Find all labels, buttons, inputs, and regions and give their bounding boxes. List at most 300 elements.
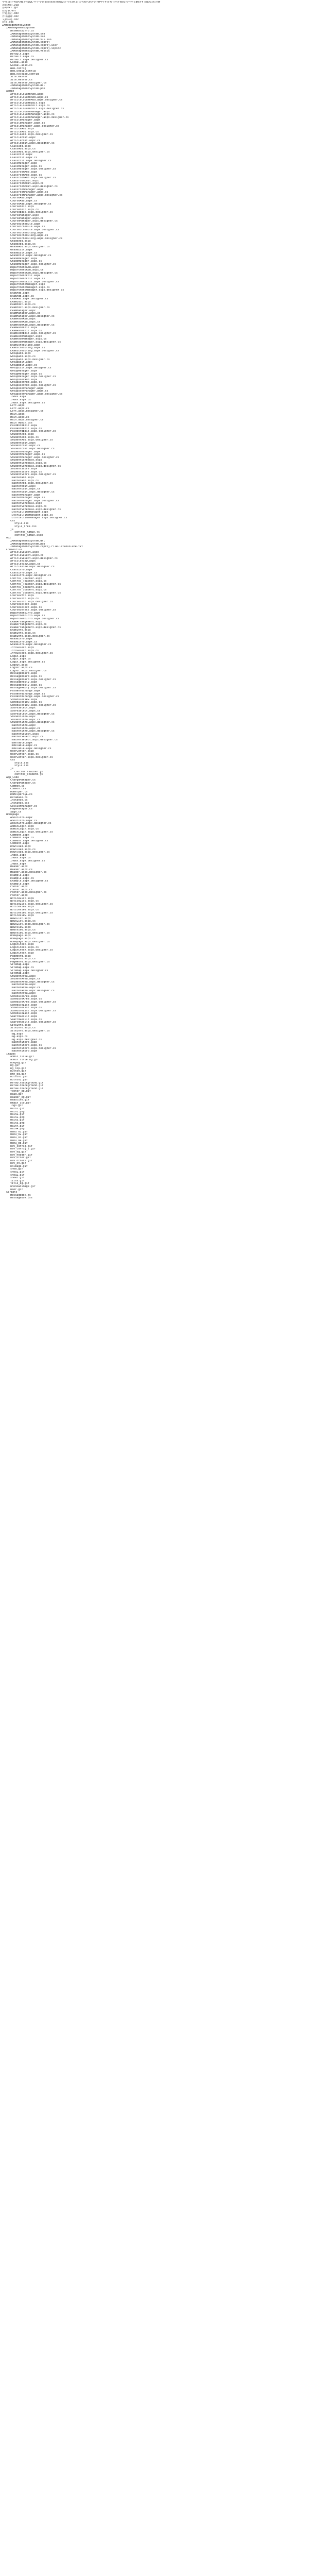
- listing-line: GroupAdd.aspx: [10, 352, 31, 355]
- listing-line: show1.gif: [10, 1171, 25, 1174]
- listing-line: ScheduleArea.aspx.designer.cs: [10, 1001, 56, 1004]
- listing-line: Instance.cs: [10, 799, 28, 802]
- listing-line: MessageBox.js: [10, 1194, 31, 1197]
- listing-line: ArticleView.aspx.cs: [10, 563, 41, 566]
- listing-line: PassWordChange.aspx: [10, 689, 41, 692]
- listing-line: DepartmentEdit.aspx.cs: [10, 278, 45, 280]
- listing-line: ZXManagementSystem.pdb: [10, 543, 45, 546]
- listing-line: 文献综述.doc: [2, 18, 19, 21]
- listing-line: main3.gif: [10, 1119, 25, 1122]
- listing-line: DepartmentInfo.aspx.cs: [10, 615, 45, 618]
- listing-line: TeacherManager.aspx: [10, 494, 41, 497]
- listing-line: control_Admin.js: [14, 531, 40, 534]
- listing-line: GroupEdit.aspx: [10, 361, 32, 364]
- listing-line: 答辩PPT.ppt: [2, 7, 19, 10]
- listing-line: ArticleAdd.aspx.designer.cs: [10, 133, 53, 137]
- listing-line: Login.aspx.designer.cs: [10, 660, 45, 664]
- listing-line: TeacherArea.aspx.cs: [10, 987, 41, 990]
- listing-line: 外文翻译.doc: [2, 15, 19, 18]
- listing-line: StudentAdd.aspx.designer.cs: [10, 439, 53, 442]
- listing-line: TutorialTimeManager.aspx: [10, 511, 48, 514]
- listing-line: Example.aspx: [10, 874, 29, 877]
- listing-line: ClassroomAdd.aspx.cs: [10, 174, 42, 177]
- listing-line: header_bg.gif: [10, 1096, 31, 1099]
- listing-line: Left.aspx.cs: [10, 407, 29, 410]
- listing-line: ClassInfo.aspx: [10, 568, 32, 571]
- listing-line: Comment.aspx: [10, 834, 29, 837]
- listing-line: ExamAdd.aspx: [10, 292, 29, 295]
- listing-line: LoginCheck.aspx.cs: [10, 946, 39, 949]
- listing-line: GroupManager.aspx.designer.cs: [10, 376, 56, 379]
- listing-line: css: [10, 759, 15, 762]
- listing-line: ArticleSelect.aspx.designer.cs: [10, 557, 58, 560]
- listing-line: button1.gif: [10, 1076, 28, 1079]
- listing-line: TimeTable.aspx: [10, 741, 32, 744]
- listing-line: ArticleManager.aspx.cs: [10, 122, 45, 125]
- listing-line: main2.png: [10, 1116, 25, 1119]
- listing-line: NewsView.aspx.cs: [10, 929, 36, 932]
- listing-line: GradeEdit.aspx.cs: [10, 251, 38, 255]
- listing-line: TeacherInfo.aspx.designer.cs: [10, 730, 55, 733]
- listing-line: Global.asax: [10, 61, 28, 64]
- listing-line: ClassEdit.aspx.cs: [10, 157, 38, 160]
- listing-line: ScheduleView.aspx: [10, 698, 38, 701]
- listing-line: GroupAdd.aspx.cs: [10, 355, 36, 359]
- listing-line: Left.aspx: [10, 404, 25, 408]
- listing-line: control_student.js: [14, 773, 43, 776]
- listing-line: ScheduleView.aspx.designer.cs: [10, 704, 56, 707]
- listing-line: Defaultbackground.gif: [10, 1081, 44, 1084]
- listing-line: ExamRoomAdd.aspx.cs: [10, 320, 41, 324]
- listing-line: Login.aspx.cs: [10, 658, 31, 661]
- listing-line: NoticeView.aspx: [10, 914, 35, 918]
- listing-line: Logout.aspx.cs: [10, 667, 32, 670]
- listing-line: Main.aspx: [10, 413, 25, 416]
- listing-line: TeacherSelect.aspx.cs: [10, 736, 44, 739]
- listing-line: ExamEdit.aspx: [10, 300, 31, 303]
- listing-line: GroupUserManager.aspx.cs: [10, 390, 48, 393]
- listing-line: ClassroomEdit.aspx.cs: [10, 182, 44, 185]
- listing-line: SessionManager.cs: [10, 805, 38, 808]
- listing-line: control_teacher.js: [14, 770, 43, 773]
- listing-line: unknownimage.gif: [10, 1185, 36, 1189]
- listing-line: CourseScheduling.aspx.cs: [10, 234, 48, 238]
- listing-line: images: [6, 1053, 16, 1056]
- listing-line: TeacherInfo.aspx: [10, 724, 36, 727]
- listing-line: 论文.doc: [2, 21, 14, 24]
- listing-line: ExamRoomAdd.aspx: [10, 318, 36, 321]
- listing-line: CourseSelect.aspx.cs: [10, 606, 42, 609]
- listing-line: ZXManagementSystem.pdb: [10, 87, 45, 90]
- listing-line: show.gif: [10, 1168, 23, 1171]
- listing-line: ZXManagementSystem: [2, 24, 31, 27]
- listing-line: ExamRoomEdit.aspx: [10, 327, 38, 330]
- listing-line: headline.gif: [10, 1099, 29, 1102]
- listing-line: ExamManager.aspx.designer.cs: [10, 315, 55, 318]
- listing-line: Homepage: [6, 814, 19, 817]
- listing-line: StudentSchedule.aspx.designer.cs: [10, 465, 61, 468]
- listing-line: CourseEdit.aspx: [10, 206, 35, 209]
- listing-line: AdminLogin.aspx.cs: [10, 828, 39, 831]
- listing-line: ClassroomManager.aspx: [10, 188, 44, 191]
- listing-line: NoticeList.aspx.designer.cs: [10, 903, 53, 906]
- document-title: 毕业设计-ASP.NET+SQL-中小学智能排课系统的设计与实现(论文+源代码+答辩PPT+任务书+开题报告+外文翻译+文献综述).rar: [2, 1, 161, 4]
- listing-line: ZXManagementSystem.vssscc: [10, 50, 50, 53]
- listing-line: TimeTable.aspx.cs: [10, 744, 38, 748]
- listing-line: Default.aspx: [10, 53, 29, 56]
- listing-line: NoticeView.aspx.designer.cs: [10, 911, 53, 914]
- listing-line: StudentAdd.aspx.cs: [10, 436, 39, 439]
- listing-line: CourseSelect.aspx: [10, 603, 38, 606]
- listing-line: NewsList.aspx: [10, 917, 31, 920]
- listing-line: MessageBoard.aspx: [10, 672, 38, 675]
- listing-line: style.css: [14, 761, 29, 765]
- listing-line: main2.gif: [10, 1113, 25, 1116]
- listing-line: Control_Student.aspx.designer.cs: [10, 591, 61, 595]
- listing-line: GradeAdd.aspx.designer.cs: [10, 246, 50, 249]
- document-body: [2, 1, 307, 1200]
- listing-line: TeacherSchedule.aspx.designer.cs: [10, 508, 61, 511]
- listing-line: Defaultbackground.gif: [10, 1084, 44, 1088]
- listing-line: GroupEdit.aspx.cs: [10, 364, 38, 367]
- listing-line: StudentScore.aspx.designer.cs: [10, 473, 56, 477]
- listing-line: GroupUserAdd.aspx.designer.cs: [10, 384, 56, 387]
- listing-line: control_Admin.aspx: [14, 534, 43, 537]
- listing-line: CourseAdd.aspx: [10, 197, 32, 200]
- listing-line: CourseAdd.aspx.designer.cs: [10, 202, 52, 206]
- listing-line: style.css: [14, 765, 29, 768]
- listing-line: CourseEdit.aspx.cs: [10, 208, 39, 211]
- listing-line: AdminLogin.aspx: [10, 825, 35, 828]
- listing-line: TeacherIntro.aspx.designer.cs: [10, 1047, 56, 1050]
- listing-line: InfoSelect.aspx.cs: [10, 649, 39, 652]
- listing-line: SiteInfo.aspx: [10, 1024, 31, 1027]
- listing-line: ArticleColumnManager.aspx.designer.cs: [10, 116, 69, 119]
- listing-line: ClassManager.aspx.cs: [10, 165, 42, 168]
- listing-line: main1.gif: [10, 1108, 25, 1110]
- listing-line: Global.asax.cs: [10, 64, 32, 67]
- listing-line: js: [10, 767, 14, 770]
- listing-line: nav_header.gif: [10, 1154, 32, 1157]
- listing-line: bodybg.gif: [10, 1061, 26, 1064]
- listing-line: TeacherEdit.aspx: [10, 485, 36, 488]
- listing-line: css: [10, 519, 15, 522]
- listing-line: ExamArrangement.aspx.cs: [10, 623, 47, 626]
- listing-line: ArticleColumnAdd.aspx.designer.cs: [10, 99, 63, 102]
- listing-line: CourseInfo.aspx.cs: [10, 597, 39, 600]
- listing-line: TeacherEdit.aspx.cs: [10, 488, 41, 491]
- listing-line: ZXManagementSystem.sln: [10, 32, 45, 36]
- listing-line: ZXManagementSystem.v11.suo: [10, 38, 52, 41]
- listing-line: nav_config_2.gif: [10, 1148, 36, 1151]
- listing-line: TeacherAdd.aspx: [10, 476, 35, 479]
- listing-line: ClassInfo.aspx.designer.cs: [10, 574, 52, 578]
- listing-line: ArticleColumnEdit.aspx: [10, 101, 45, 105]
- listing-line: ScoreSelect.aspx.cs: [10, 710, 41, 713]
- listing-line: StudentAdd.aspx: [10, 433, 35, 436]
- listing-line: Comment.aspx.designer.cs: [10, 839, 48, 842]
- listing-line: ExamArrangement.aspx: [10, 620, 42, 623]
- listing-line: Homepage.aspx.designer.cs: [10, 940, 50, 943]
- listing-line: DepartmentAdd.aspx: [10, 266, 39, 269]
- listing-line: DbHelper.cs: [10, 790, 28, 793]
- listing-line: ExamAdd.aspx.cs: [10, 295, 35, 298]
- listing-line: ArticleManager.aspx.designer.cs: [10, 125, 60, 128]
- listing-line: Control_Teacher.aspx.cs: [10, 580, 47, 583]
- listing-line: CourseSchedule.aspx.cs: [10, 226, 45, 229]
- listing-line: Instance.css: [10, 802, 29, 805]
- listing-line: SearchResult.aspx.cs: [10, 1018, 42, 1021]
- listing-line: GradeAdd.aspx.cs: [10, 243, 36, 246]
- listing-line: ZXManagementSystem.dll: [10, 84, 45, 88]
- listing-line: GroupManager.aspx.cs: [10, 372, 42, 376]
- listing-line: CourseManager.aspx.cs: [10, 217, 44, 220]
- listing-line: ArticleColumnEdit.aspx.designer.cs: [10, 107, 64, 110]
- listing-line: ZXManagementSystem.csproj: [10, 41, 50, 44]
- listing-line: StudentInfo.aspx: [10, 716, 36, 719]
- listing-line: ScheduleArea.aspx.cs: [10, 998, 42, 1001]
- listing-line: GroupAdd.aspx.designer.cs: [10, 358, 50, 361]
- listing-line: ClassManager.aspx.designer.cs: [10, 168, 56, 171]
- listing-line: MessageReply.aspx.cs: [10, 684, 42, 687]
- listing-line: SiteInfo.aspx.cs: [10, 1027, 36, 1030]
- listing-line: PageWord.aspx.cs: [10, 958, 36, 961]
- listing-line: ScheduleList.aspx.cs: [10, 1007, 42, 1010]
- listing-line: CourseInfo.aspx.designer.cs: [10, 600, 53, 603]
- listing-line: Footer.aspx.cs: [10, 888, 32, 891]
- listing-line: nav_bg.gif: [10, 1150, 26, 1154]
- listing-line: hmain_ico.gif: [10, 1101, 31, 1105]
- listing-line: js: [10, 528, 14, 531]
- listing-line: Homepage.aspx: [10, 935, 31, 938]
- listing-line: DepartmentEdit.aspx.designer.cs: [10, 280, 60, 283]
- listing-line: StudentScore.aspx.cs: [10, 470, 42, 473]
- listing-line: ExamScheduling.aspx: [10, 344, 41, 347]
- listing-line: GroupUserAdd.aspx: [10, 378, 38, 381]
- listing-line: Example.aspx.cs: [10, 877, 35, 880]
- listing-line: SearchResult.aspx.designer.cs: [10, 1021, 56, 1024]
- listing-line: ZXManagementSystem.csproj.FileListAbsolute.txt: [10, 546, 83, 549]
- listing-line: Sitemap.aspx.designer.cs: [10, 969, 48, 972]
- listing-line: ScheduleArea.aspx: [10, 995, 38, 998]
- listing-line: InfoSelect.aspx: [10, 647, 35, 649]
- listing-line: ExamAdd.aspx.designer.cs: [10, 298, 48, 301]
- listing-line: ExamRoomEdit.aspx.cs: [10, 329, 42, 332]
- listing-line: NoticeView.aspx: [10, 906, 35, 909]
- listing-line: Main_Admin.css: [10, 421, 32, 425]
- listing-line: ArticleView.aspx: [10, 560, 36, 563]
- listing-line: StudentManager.aspx: [10, 450, 41, 453]
- listing-line: Comment.aspx.cs: [10, 837, 35, 840]
- listing-line: ClassroomManager.aspx.cs: [10, 191, 48, 194]
- listing-line: ClassroomAdd.aspx.designer.cs: [10, 177, 56, 180]
- listing-line: MessageReply.aspx.designer.cs: [10, 687, 56, 690]
- listing-line: SearchResult.aspx: [10, 1015, 38, 1018]
- listing-line: ExamRoomEdit.aspx.designer.cs: [10, 332, 56, 335]
- listing-line: Download.aspx.cs: [10, 848, 36, 851]
- listing-line: NoticeList.aspx: [10, 897, 35, 900]
- listing-line: user.gif: [10, 1188, 23, 1191]
- listing-line: Download.aspx.designer.cs: [10, 851, 50, 854]
- listing-line: CourseInfo.aspx: [10, 595, 35, 598]
- listing-line: head.gif: [10, 1093, 23, 1096]
- listing-line: admin_title.gif: [10, 1056, 35, 1059]
- listing-line: Web.config: [10, 67, 26, 70]
- listing-line: GradeManager.aspx.designer.cs: [10, 263, 56, 266]
- listing-line: main4.gif: [10, 1125, 25, 1128]
- listing-line: ScheduleView.aspx.cs: [10, 701, 42, 704]
- listing-line: Tag.aspx.cs: [10, 1036, 28, 1039]
- listing-line: nav_on.gif: [10, 1162, 26, 1165]
- listing-line: style.css: [14, 522, 29, 526]
- listing-line: DepartmentInfo.aspx.designer.cs: [10, 618, 60, 621]
- listing-line: Footer.aspx: [10, 886, 28, 889]
- listing-line: ArticleColumnAdd.aspx.cs: [10, 96, 48, 99]
- listing-line: menu_bg.gif: [10, 1142, 28, 1145]
- listing-line: GroupUserAdd.aspx.cs: [10, 381, 42, 384]
- listing-line: ExamInfo.aspx.cs: [10, 632, 36, 635]
- listing-line: NewsList.aspx.designer.cs: [10, 923, 50, 926]
- listing-line: ExamRoomManager.aspx: [10, 335, 42, 338]
- listing-line: TimeTable.aspx.designer.cs: [10, 747, 52, 750]
- listing-line: ArticleColumnAdd.aspx: [10, 93, 44, 96]
- listing-line: MessageBox.css: [10, 1197, 32, 1200]
- listing-line: menu_01.gif: [10, 1130, 28, 1133]
- listing-line: MessageReply.aspx: [10, 681, 38, 684]
- listing-line: ExamManager.aspx: [10, 309, 36, 312]
- listing-line: DepartmentEdit.aspx: [10, 275, 41, 278]
- listing-line: StudentManager.aspx.designer.cs: [10, 456, 60, 459]
- listing-line: Index.aspx.designer.cs: [10, 401, 45, 404]
- listing-line: DepartmentManager.aspx.designer.cs: [10, 289, 64, 292]
- listing-line: TeacherManager.aspx.cs: [10, 497, 45, 500]
- listing-line: GroupUserManager.aspx.designer.cs: [10, 393, 63, 396]
- listing-line: ChargeManager.cs: [10, 779, 36, 782]
- listing-line: TeacherAdd.aspx.designer.cs: [10, 482, 53, 485]
- listing-line: AboutInfo.aspx.cs: [10, 819, 38, 822]
- listing-line: title_bg.gif: [10, 1182, 29, 1185]
- listing-line: Comment.aspx: [10, 842, 29, 845]
- listing-line: PassWordChange.aspx.designer.cs: [10, 696, 60, 699]
- listing-line: GradeEdit.aspx: [10, 249, 32, 252]
- listing-line: LoginCheck.aspx.designer.cs: [10, 949, 53, 952]
- listing-line: GradeInfo.aspx: [10, 638, 32, 641]
- listing-line: TeacherSelect.aspx.designer.cs: [10, 739, 58, 741]
- listing-line: GroupEdit.aspx.designer.cs: [10, 367, 52, 370]
- listing-line: AdminLogin.aspx.designer.cs: [10, 831, 53, 834]
- listing-line: LoginCheck.aspx: [10, 952, 35, 955]
- listing-line: ScoreSelect.aspx.designer.cs: [10, 713, 55, 716]
- listing-line: StudentArea.aspx: [10, 975, 36, 978]
- listing-line: CourseManager.aspx.designer.cs: [10, 220, 58, 223]
- listing-line: DepartmentManager.aspx.cs: [10, 286, 50, 289]
- listing-line: ExamManager.aspx.cs: [10, 312, 41, 315]
- listing-line: Control_Teacher.aspx.designer.cs: [10, 583, 61, 586]
- listing-line: Left.aspx.designer.cs: [10, 410, 44, 413]
- listing-line: Index.aspx.cs: [10, 857, 31, 860]
- listing-line: Homepage.aspx.cs: [10, 937, 36, 940]
- listing-line: ClassAdd.aspx.designer.cs: [10, 150, 50, 154]
- listing-line: Footer.aspx.designer.cs: [10, 891, 47, 894]
- listing-line: ExamInfo.aspx.designer.cs: [10, 635, 50, 638]
- listing-line: ZXManagementSystem.suo: [10, 36, 45, 39]
- listing-line: ArticleColumnManager.aspx: [10, 110, 50, 113]
- listing-line: ClassAdd.aspx: [10, 145, 31, 148]
- listing-line: nav_config.gif: [10, 1145, 32, 1148]
- listing-line: ExamRoomManager.aspx.cs: [10, 338, 47, 341]
- listing-line: ClassAdd.aspx.cs: [10, 148, 36, 151]
- listing-line: 任务书.doc: [2, 9, 16, 12]
- listing-line: Scripts: [6, 1191, 18, 1194]
- listing-line: noimage.gif: [10, 1165, 28, 1168]
- listing-line: StudentInfo.aspx.designer.cs: [10, 721, 55, 724]
- listing-line: menu_04.gif: [10, 1139, 28, 1142]
- listing-line: CourseSchedule.aspx: [10, 223, 41, 226]
- listing-line: bg.gif: [10, 1064, 20, 1067]
- listing-line: Download.aspx: [10, 845, 31, 848]
- listing-line: ArticleAdd.aspx: [10, 128, 35, 131]
- listing-line: ClassEdit.aspx: [10, 154, 32, 157]
- listing-line: PageWord.aspx.designer.cs: [10, 960, 50, 963]
- listing-line: Tag.aspx: [10, 1032, 23, 1036]
- listing-line: Control_Student.aspx: [10, 586, 42, 589]
- listing-line: Control_Student.aspx.cs: [10, 589, 47, 592]
- listing-line: ExamEdit.aspx.designer.cs: [10, 306, 50, 309]
- listing-line: show3.gif: [10, 1177, 25, 1180]
- listing-line: Control_Teacher.aspx: [10, 577, 42, 580]
- listing-line: Header.aspx.designer.cs: [10, 871, 47, 874]
- listing-line: Web.Release.config: [10, 73, 39, 76]
- listing-line: CourseAdd.aspx.cs: [10, 199, 38, 202]
- listing-line: Sitemap.aspx: [10, 972, 29, 975]
- listing-line: Defaultbackground.gif: [10, 1087, 44, 1090]
- listing-line: NewsView.aspx.designer.cs: [10, 931, 50, 935]
- listing-line: style_tree.css: [14, 526, 37, 529]
- listing-line: Index.aspx: [10, 854, 26, 857]
- listing-line: Header.aspx: [10, 866, 28, 869]
- listing-line: ArticleEdit.aspx: [10, 136, 36, 139]
- listing-line: Header.aspx.cs: [10, 868, 32, 871]
- listing-line: 开题报告.doc: [2, 12, 19, 15]
- listing-line: ExamScheduling.aspx.cs: [10, 347, 45, 350]
- listing-line: Index.aspx: [10, 396, 26, 399]
- listing-line: StudentSchedule.aspx.cs: [10, 462, 47, 465]
- listing-line: StudentManager.aspx.cs: [10, 453, 45, 456]
- listing-line: TeacherSelect.aspx: [10, 733, 39, 736]
- listing-line: StudentEdit.aspx: [10, 442, 36, 445]
- listing-line: ArticleEdit.aspx.cs: [10, 139, 41, 142]
- listing-line: ClassInfo.aspx.cs: [10, 571, 38, 574]
- listing-line: ExamScheduling.aspx.designer.cs: [10, 349, 60, 352]
- listing-line: menu_02.gif: [10, 1133, 28, 1137]
- listing-line: TutorialTimeManager.aspx.cs: [10, 514, 53, 517]
- listing-line: PassWordEdit.aspx: [10, 425, 38, 428]
- listing-line: ExamArrangement.aspx.designer.cs: [10, 626, 61, 629]
- listing-line: main3.png: [10, 1122, 25, 1125]
- listing-line: TeacherManager.aspx.designer.cs: [10, 499, 60, 502]
- listing-line: ChargeManager.cs: [10, 782, 36, 785]
- listing-line: Logout.aspx: [10, 664, 28, 667]
- listing-line: TeacherInfo.aspx.cs: [10, 727, 41, 730]
- listing-line: NewsView.aspx: [10, 926, 31, 929]
- listing-line: TeacherIntro.aspx: [10, 1041, 38, 1044]
- listing-line: ArticleAdd.aspx.cs: [10, 130, 39, 133]
- listing-line: footer_bg.gif: [10, 1090, 31, 1093]
- listing-line: NoticeList.aspx.cs: [10, 900, 39, 903]
- listing-line: TeacherAdd.aspx.cs: [10, 479, 39, 482]
- listing-line: TeacherIntro.aspx: [10, 1050, 38, 1053]
- listing-line: AboutInfo.aspx: [10, 817, 32, 820]
